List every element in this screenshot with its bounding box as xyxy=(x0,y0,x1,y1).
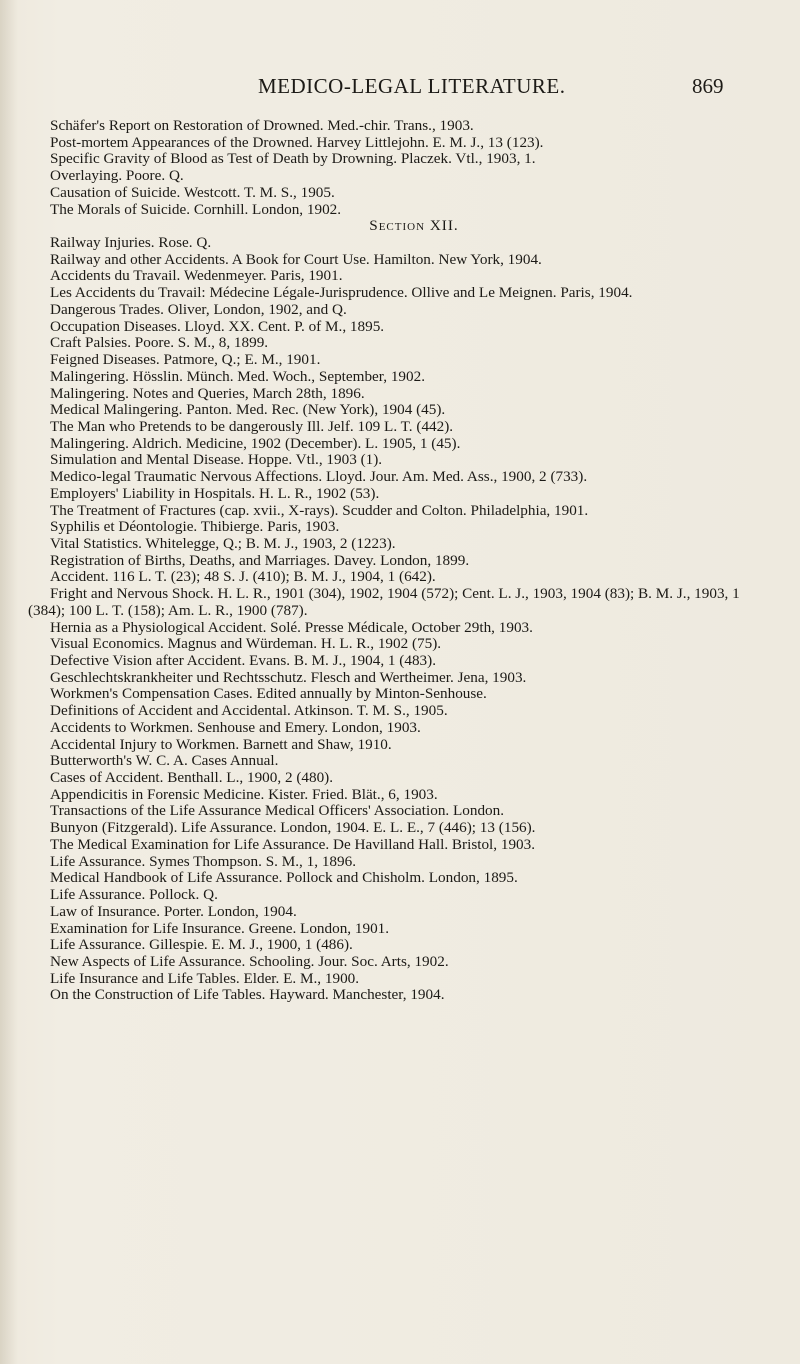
bibliography-entry: Appendicitis in Forensic Medicine. Kister. Fried. Blät., 6, 1903. xyxy=(50,785,438,803)
bibliography-entry: Schäfer's Report on Restoration of Drowned. Med.-chir. Trans., 1903. xyxy=(50,117,474,134)
bibliography-entry: Railway and other Accidents. A Book for Court Use. Hamilton. New York, 1904. xyxy=(50,250,542,268)
bibliography-entry: Railway Injuries. Rose. Q. xyxy=(50,234,212,252)
bibliography-entry: Accidents to Workmen. Senhouse and Emery. London, 1903. xyxy=(50,718,421,736)
bibliography-entry: Employers' Liability in Hospitals. H. L. R., 1902 (53). xyxy=(50,484,380,502)
bibliography-entry: Examination for Life Insurance. Greene. London, 1901. xyxy=(50,919,390,937)
entries-before-section xyxy=(28,118,740,218)
bibliography-entry: Vital Statistics. Whitelegge, Q.; B. M. J., 1903, 2 (1223). xyxy=(50,534,396,552)
bibliography-entry: Life Assurance. Pollock. Q. xyxy=(50,886,218,904)
bibliography-entry: The Morals of Suicide. Cornhill. London, 1902. xyxy=(50,200,342,218)
bibliography-entry: Butterworth's W. C. A. Cases Annual. xyxy=(50,752,279,770)
bibliography-entry: Medical Handbook of Life Assurance. Pollock and Chisholm. London, 1895. xyxy=(50,869,518,887)
bibliography-entry: Fright and Nervous Shock. H. L. R., 1901 (304), 1902, 1904 (572); Cent. L. J., 1903, 1904 (83); B. M. J., 1903, 1 (384); 100 L. T. (158); Am. L. R., 1900 (787). xyxy=(28,585,740,619)
bibliography-entry: Craft Palsies. Poore. S. M., 8, 1899. xyxy=(50,334,269,352)
bibliography-list xyxy=(28,118,740,1004)
bibliography-entry: Visual Economics. Magnus and Würdeman. H. L. R., 1902 (75). xyxy=(50,635,442,653)
bibliography-entry: Occupation Diseases. Lloyd. XX. Cent. P. of M., 1895. xyxy=(50,317,385,335)
section-heading: Section XII. xyxy=(369,217,459,235)
bibliography-entry: The Man who Pretends to be dangerously Ill. Jelf. 109 L. T. (442). xyxy=(50,417,454,435)
bibliography-entry: The Treatment of Fractures (cap. xvii., X-rays). Scudder and Colton. Philadelphia, 1901. xyxy=(50,501,589,519)
bibliography-entry: Hernia as a Physiological Accident. Solé. Presse Médicale, October 29th, 1903. xyxy=(50,618,533,636)
bibliography-entry: Workmen's Compensation Cases. Edited annually by Minton-Senhouse. xyxy=(50,685,487,703)
bibliography-entry: Dangerous Trades. Oliver, London, 1902, and Q. xyxy=(50,300,347,318)
bibliography-entry: Malingering. Aldrich. Medicine, 1902 (December). L. 1905, 1 (45). xyxy=(50,434,461,452)
page-header xyxy=(0,74,800,104)
bibliography-entry: On the Construction of Life Tables. Hayward. Manchester, 1904. xyxy=(50,986,445,1004)
bibliography-entry: Registration of Births, Deaths, and Marriages. Davey. London, 1899. xyxy=(50,551,470,569)
bibliography-entry: Feigned Diseases. Patmore, Q.; E. M., 1901. xyxy=(50,351,321,369)
bibliography-entry: Malingering. Hösslin. Münch. Med. Woch., September, 1902. xyxy=(50,367,425,385)
bibliography-entry: Syphilis et Déontologie. Thibierge. Paris, 1903. xyxy=(50,518,340,536)
bibliography-entry: Causation of Suicide. Westcott. T. M. S., 1905. xyxy=(50,183,335,201)
bibliography-entry: Overlaying. Poore. Q. xyxy=(50,167,184,185)
bibliography-entry: Geschlechtskrankheiter und Rechtsschutz. Flesch and Wertheimer. Jena, 1903. xyxy=(50,668,527,686)
bibliography-entry: Accident. 116 L. T. (23); 48 S. J. (410); B. M. J., 1904, 1 (642). xyxy=(50,568,436,586)
bibliography-entry: Medico-legal Traumatic Nervous Affections. Lloyd. Jour. Am. Med. Ass., 1900, 2 (733). xyxy=(50,468,588,486)
bibliography-entry: Post-mortem Appearances of the Drowned. Harvey Littlejohn. E. M. J., 13 (123). xyxy=(50,133,544,151)
entries-after-section xyxy=(28,235,740,1004)
bibliography-entry: Transactions of the Life Assurance Medical Officers' Association. London. xyxy=(50,802,505,820)
bibliography-entry: Life Assurance. Gillespie. E. M. J., 1900, 1 (486). xyxy=(50,936,353,954)
bibliography-entry: New Aspects of Life Assurance. Schooling. Jour. Soc. Arts, 1902. xyxy=(50,952,449,970)
bibliography-entry: Simulation and Mental Disease. Hoppe. Vtl., 1903 (1). xyxy=(50,451,383,469)
bibliography-entry: Les Accidents du Travail: Médecine Légale-Jurisprudence. Ollive and Le Meignen. Paris, 1904. xyxy=(50,284,633,302)
bibliography-entry: Life Insurance and Life Tables. Elder. E. M., 1900. xyxy=(50,969,360,987)
bibliography-entry: Specific Gravity of Blood as Test of Death by Drowning. Placzek. Vtl., 1903, 1. xyxy=(50,150,536,168)
bibliography-entry: Defective Vision after Accident. Evans. B. M. J., 1904, 1 (483). xyxy=(50,652,437,669)
bibliography-entry: Definitions of Accident and Accidental. Atkinson. T. M. S., 1905. xyxy=(50,702,448,720)
bibliography-entry: Law of Insurance. Porter. London, 1904. xyxy=(50,902,297,920)
bibliography-entry: Cases of Accident. Benthall. L., 1900, 2 (480). xyxy=(50,769,334,787)
bibliography-entry: Accidental Injury to Workmen. Barnett and Shaw, 1910. xyxy=(50,735,392,753)
bibliography-entry: Accidents du Travail. Wedenmeyer. Paris, 1901. xyxy=(50,267,343,285)
running-head: MEDICO-LEGAL LITERATURE. xyxy=(258,74,566,98)
bibliography-entry: Medical Malingering. Panton. Med. Rec. (New York), 1904 (45). xyxy=(50,401,446,419)
bibliography-entry: The Medical Examination for Life Assurance. De Havilland Hall. Bristol, 1903. xyxy=(50,835,536,853)
bibliography-entry: Bunyon (Fitzgerald). Life Assurance. London, 1904. E. L. E., 7 (446); 13 (156). xyxy=(50,819,536,837)
bibliography-entry: Malingering. Notes and Queries, March 28th, 1896. xyxy=(50,384,365,402)
bibliography-entry: Life Assurance. Symes Thompson. S. M., 1, 1896. xyxy=(50,852,356,870)
page-number: 869 xyxy=(692,74,724,98)
